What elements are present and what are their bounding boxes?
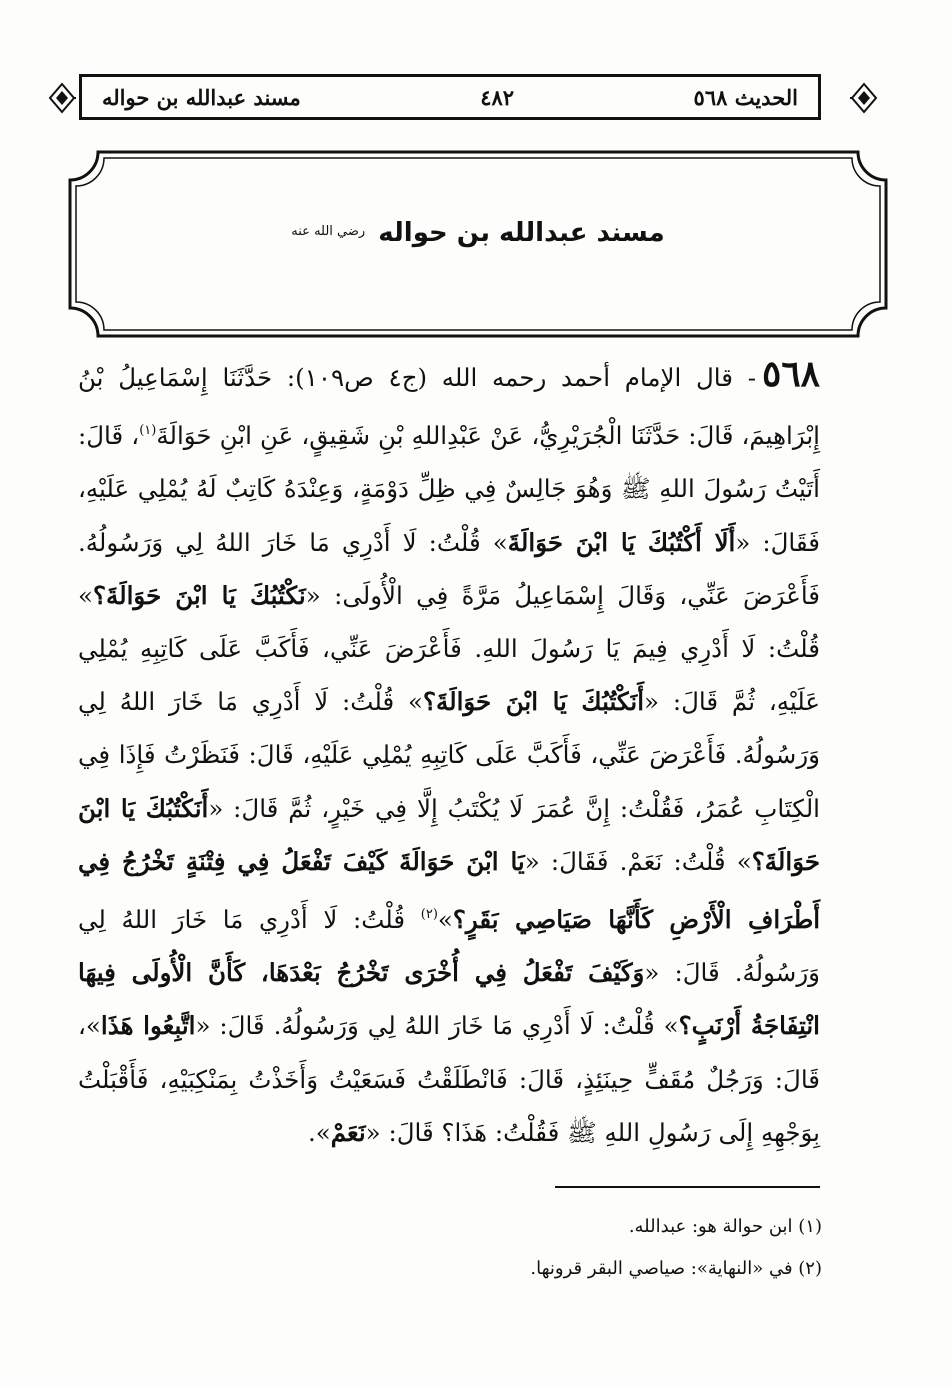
footnote-ref-2: (٢) [420,907,438,923]
header-ornament-left-icon [46,80,76,116]
hadith-segment: » قُلْتُ: لَا أَدْرِي فِيمَ يَا رَسُولَ اللهِ. فَأَعْرَضَ عَنِّي، فَأَكَبَّ عَلَى كَاتِبِهِ يُمْلِي عَلَيْهِ، ثُمَّ قَالَ: « [78,580,820,717]
hadith-segment: ». [307,1117,331,1147]
footnote-2: (٢) في «النهاية»: صياصي البقر قرونها. [530,1258,822,1279]
title-frame [68,150,888,338]
prophet-speech: أَلَا أَكْتُبُكَ يَا ابْنَ حَوَالَةَ [507,527,736,557]
hadith-segment: » [437,905,453,935]
hadith-segment: »، قَالَ: وَرَجُلٌ مُقَفٍّ حِينَئِذٍ، قَالَ: فَانْطَلَقْتُ فَسَعَيْتُ وَأَخَذْتُ بِمَنْكِبَيْهِ، فَأَقْبَلْتُ بِوَجْهِهِ إِلَى رَسُولِ اللهِ ﷺ فَقُلْتُ: هَذَا؟ قَالَ: « [78,1011,820,1147]
page-number: ٤٨٢ [480,84,515,110]
page-title [68,218,888,248]
hadith-segment: ، قَالَ: أَتَيْتُ رَسُولَ اللهِ ﷺ وَهُوَ جَالِسٌ فِي ظِلِّ دَوْمَةٍ، وَعِنْدَهُ كَاتِبٌ لَهُ يُمْلِي عَلَيْهِ، فَقَالَ: « [78,421,820,557]
title-honorific: رضي الله عنه [291,224,366,239]
prophet-speech: أَنَكْتُبُكَ يَا ابْنَ حَوَالَةَ؟ [422,687,645,717]
header-hadith-label: الحديث ٥٦٨ [693,84,798,110]
hadith-segment: قُلْتُ: لَا أَدْرِي مَا خَارَ اللهُ لِي وَرَسُولُهُ. قَالَ: « [78,905,820,988]
hadith-segment: » قُلْتُ: لَا أَدْرِي مَا خَارَ اللهُ لِي وَرَسُولُهُ. فَأَعْرَضَ عَنِّي، وَقَالَ إِسْمَاعِيلُ مَرَّةً فِي الْأُولَى: « [78,527,820,610]
header-ornament-right-icon [850,80,880,116]
title-text: مسند عبدالله بن حواله [378,218,665,248]
footnote-ref-1: (١) [139,423,157,439]
hadith-intro: - قال الإمام أحمد رحمه الله (ج٤ ص١٠٩): حَدَّثَنَا إِسْمَاعِيلُ بْنُ إِبْرَاهِيمَ، قَالَ: حَدَّثَنَا الْجُرَيْرِيُّ، عَنْ عَبْدِاللهِ بْنِ شَقِيقٍ، عَنِ ابْنِ حَوَالَةَ [78,363,820,451]
footnote-1: (١) ابن حوالة هو: عبدالله. [628,1216,822,1237]
running-header [79,74,821,120]
hadith-segment: » قُلْتُ: نَعَمْ. فَقَالَ: « [524,846,752,876]
prophet-speech: نَعَمْ [330,1117,366,1147]
hadith-text [78,348,820,1159]
prophet-speech: اتَّبِعُوا هَذَا [100,1011,196,1041]
prophet-speech: نَكْتُبُكَ يَا ابْنَ حَوَالَةَ؟ [93,580,306,610]
hadith-segment: » قُلْتُ: لَا أَدْرِي مَا خَارَ اللهُ لِي وَرَسُولُهُ. قَالَ: « [195,1011,679,1041]
footnote-divider [555,1186,820,1188]
prophet-speech: يَا ابْنَ حَوَالَةَ كَيْفَ تَفْعَلُ فِي فِتْنَةٍ تَخْرُجُ فِي أَطْرَافِ الْأَرْضِ كَأَنَّهَا صَيَاصِي بَقَرٍ؟ [78,846,821,935]
hadith-number: ٥٦٨ [761,353,820,395]
prophet-speech: أَنَكْتُبُكَ يَا ابْنَ حَوَالَةَ؟ [78,793,821,876]
footnotes [530,1206,822,1290]
hadith-segment: » قُلْتُ: لَا أَدْرِي مَا خَارَ اللهُ لِي وَرَسُولُهُ. فَأَعْرَضَ عَنِّي، فَأَكَبَّ عَلَى كَاتِبِهِ يُمْلِي عَلَيْهِ، قَالَ: فَنَظَرْتُ فَإِذَا فِي الْكِتَابِ عُمَرُ، فَقُلْتُ: إِنَّ عُمَرَ لَا يُكْتَبُ إِلَّا فِي خَيْرٍ، ثُمَّ قَالَ: « [78,687,820,823]
prophet-speech: وَكَيْفَ تَفْعَلُ فِي أُخْرَى تَخْرُجُ بَعْدَهَا، كَأَنَّ الْأُولَى فِيهَا انْتِفَاجَةُ أَرْنَبٍ؟ [78,958,820,1041]
header-section-title: مسند عبدالله بن حواله [102,84,301,110]
